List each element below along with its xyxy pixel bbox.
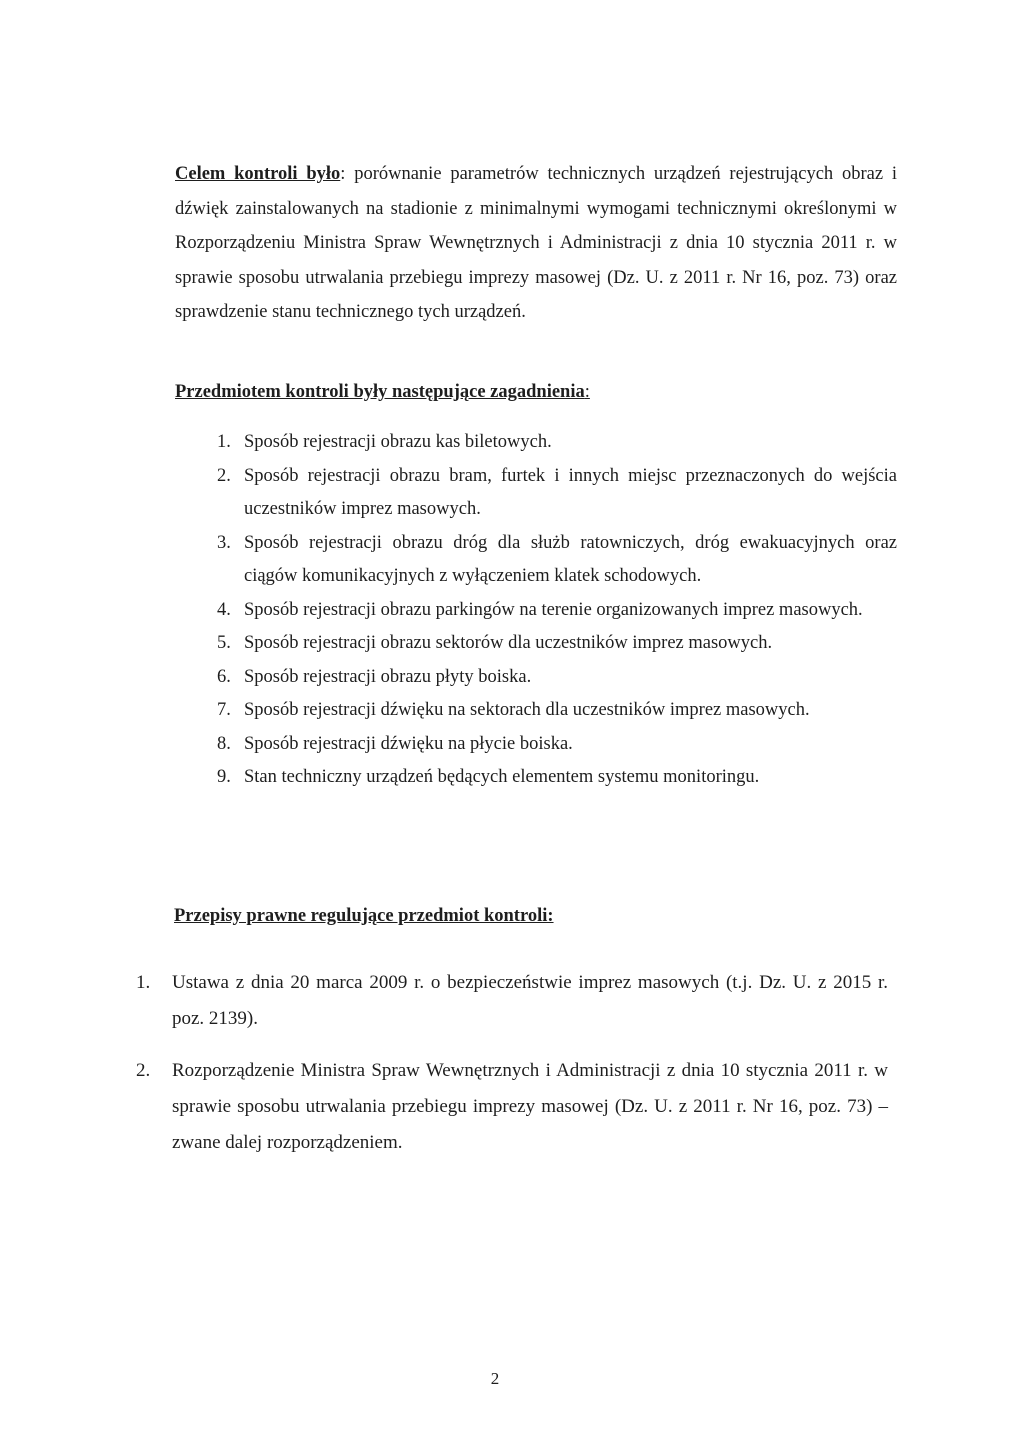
list-item-text: Sposób rejestracji obrazu parkingów na terenie organizowanych imprez masowych. <box>244 599 863 620</box>
list-item <box>217 460 897 527</box>
list-item <box>217 661 897 695</box>
list-item-number: 2. <box>217 465 231 486</box>
intro-paragraph <box>175 157 897 330</box>
list-item-number: 8. <box>217 733 231 754</box>
list-item <box>217 761 897 795</box>
list-item <box>136 1053 888 1161</box>
intro-label: Celem kontroli było <box>175 164 341 184</box>
list-item-text: Stan techniczny urządzeń będących elementem systemu monitoringu. <box>244 767 760 787</box>
list-item-text: Rozporządzenie Ministra Spraw Wewnętrznych i Administracji z dnia 10 stycznia 2011 r. w sprawie sposobu utrwalania przebiegu imprezy masowej (Dz. U. z 2011 r. Nr 16, poz. 73) – zwane dalej rozporządzeniem. <box>172 1060 888 1153</box>
list-item <box>217 426 897 460</box>
scope-list <box>217 426 897 795</box>
page-number: 2 <box>490 1369 500 1388</box>
list-item-number: 4. <box>217 599 231 620</box>
list-item-number: 9. <box>217 767 231 787</box>
list-item <box>136 965 888 1037</box>
list-item-number: 5. <box>217 633 231 653</box>
list-item-text: Sposób rejestracji dźwięku na płycie boiska. <box>244 733 573 754</box>
law-list <box>136 965 888 1177</box>
scope-heading: Przedmiotem kontroli były następujące zagadnienia <box>175 382 585 402</box>
list-item <box>217 728 897 762</box>
list-item <box>217 527 897 594</box>
scope-heading-row <box>175 382 590 403</box>
list-item-text: Sposób rejestracji obrazu kas biletowych. <box>244 432 552 452</box>
list-item <box>217 694 897 728</box>
list-item-text: Sposób rejestracji obrazu bram, furtek i innych miejsc przeznaczonych do wejścia uczestników imprez masowych. <box>244 465 897 519</box>
list-item-text: Sposób rejestracji obrazu płyty boiska. <box>244 666 532 687</box>
law-heading: Przepisy prawne regulujące przedmiot kontroli: <box>174 906 554 926</box>
list-item <box>217 594 897 628</box>
list-item-text: Sposób rejestracji dźwięku na sektorach dla uczestników imprez masowych. <box>244 700 810 720</box>
list-item-number: 7. <box>217 700 231 720</box>
list-item-number: 3. <box>217 532 231 553</box>
intro-label-colon: : <box>340 164 346 184</box>
list-item-number: 1. <box>217 432 231 452</box>
list-item-number: 2. <box>136 1060 151 1081</box>
intro-text: porównanie parametrów technicznych urządzeń rejestrujących obraz i dźwięk zainstalowanych na stadionie z minimalnymi wymogami technicznymi określonymi w Rozporządzeniu Ministra Spraw Wewnętrznych i Administracji z dnia 10 stycznia 2011 r. w sprawie sposobu utrwalania przebiegu imprezy masowej (Dz. U. z 2011 r. Nr 16, poz. 73) oraz sprawdzenie stanu technicznego tych urządzeń. <box>175 164 897 323</box>
list-item-text: Ustawa z dnia 20 marca 2009 r. o bezpieczeństwie imprez masowych (t.j. Dz. U. z 2015 r. poz. 2139). <box>172 972 888 1029</box>
list-item-number: 1. <box>136 972 151 993</box>
list-item <box>217 627 897 661</box>
list-item-number: 6. <box>217 666 231 687</box>
list-item-text: Sposób rejestracji obrazu dróg dla służb ratowniczych, dróg ewakuacyjnych oraz ciągów komunikacyjnych z wyłączeniem klatek schodowych. <box>244 532 897 586</box>
list-item-text: Sposób rejestracji obrazu sektorów dla uczestników imprez masowych. <box>244 633 773 653</box>
scope-heading-colon: : <box>584 382 590 402</box>
